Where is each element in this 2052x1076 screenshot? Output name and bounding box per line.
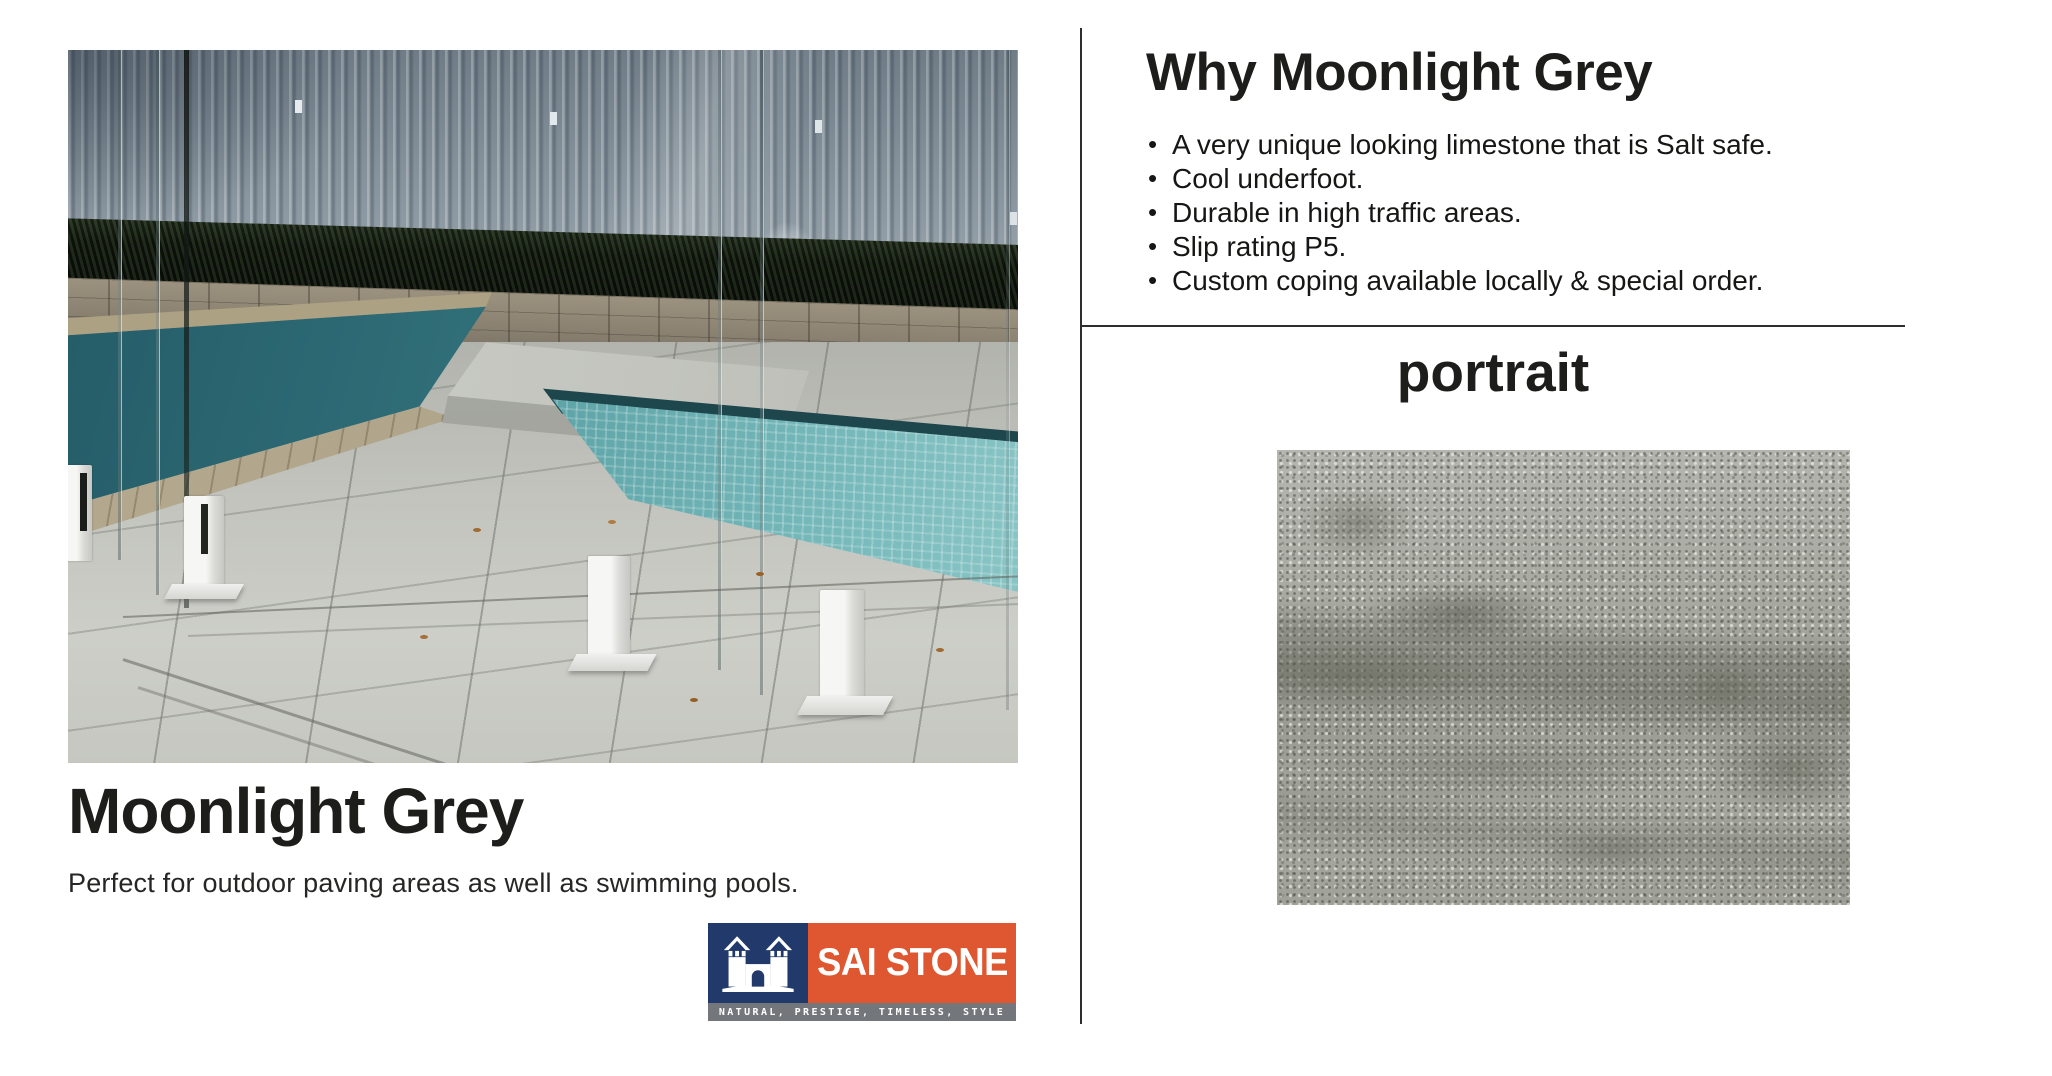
fence-spigot [68, 465, 92, 561]
product-subtitle: Perfect for outdoor paving areas as well as swimming pools. [68, 868, 799, 898]
spigot-slot [80, 473, 87, 531]
benefit-item: • Slip rating P5. [1146, 230, 1773, 264]
logo-brand-box [808, 923, 1016, 1003]
spigot-base [797, 696, 893, 715]
spigot-base [567, 654, 656, 671]
sai-stone-logo [708, 923, 1016, 1021]
horizontal-divider [1081, 325, 1905, 327]
fence-clip [295, 100, 302, 113]
product-title: Moonlight Grey [68, 775, 524, 847]
spigot-slot [201, 504, 208, 554]
glass-panel-edge [1006, 50, 1010, 710]
glass-panel-edge [718, 50, 722, 670]
vertical-divider [1080, 28, 1082, 1024]
glass-panel-edge [760, 50, 764, 695]
why-section-title: Why Moonlight Grey [1146, 43, 1653, 102]
castle-icon [719, 930, 797, 997]
portrait-heading: portrait [1396, 341, 1590, 403]
benefit-item: • A very unique looking limestone that is Salt safe. [1146, 128, 1773, 162]
fence-spigot [184, 496, 224, 588]
fallen-leaves [473, 528, 481, 532]
benefit-item: • Cool underfoot. [1146, 162, 1773, 196]
spigot-base [164, 584, 244, 599]
logo-tagline-bar [708, 1003, 1016, 1021]
benefits-list [1146, 128, 1773, 298]
benefit-item: • Durable in high traffic areas. [1146, 196, 1773, 230]
limestone-swatch-image [1277, 450, 1850, 905]
logo-brand-text: SAI STONE [816, 941, 1008, 984]
logo-row [708, 923, 1016, 1003]
glass-panel-edge [118, 50, 122, 560]
pool-photo [68, 50, 1018, 763]
logo-icon-box [708, 923, 808, 1003]
fence-spigot [588, 556, 630, 658]
glass-panel-edge [156, 50, 160, 595]
benefit-item: • Custom coping available locally & special order. [1146, 264, 1773, 298]
logo-tagline-text: NATURAL, PRESTIGE, TIMELESS, STYLE [718, 1006, 1006, 1018]
fence-spigot [820, 590, 864, 700]
